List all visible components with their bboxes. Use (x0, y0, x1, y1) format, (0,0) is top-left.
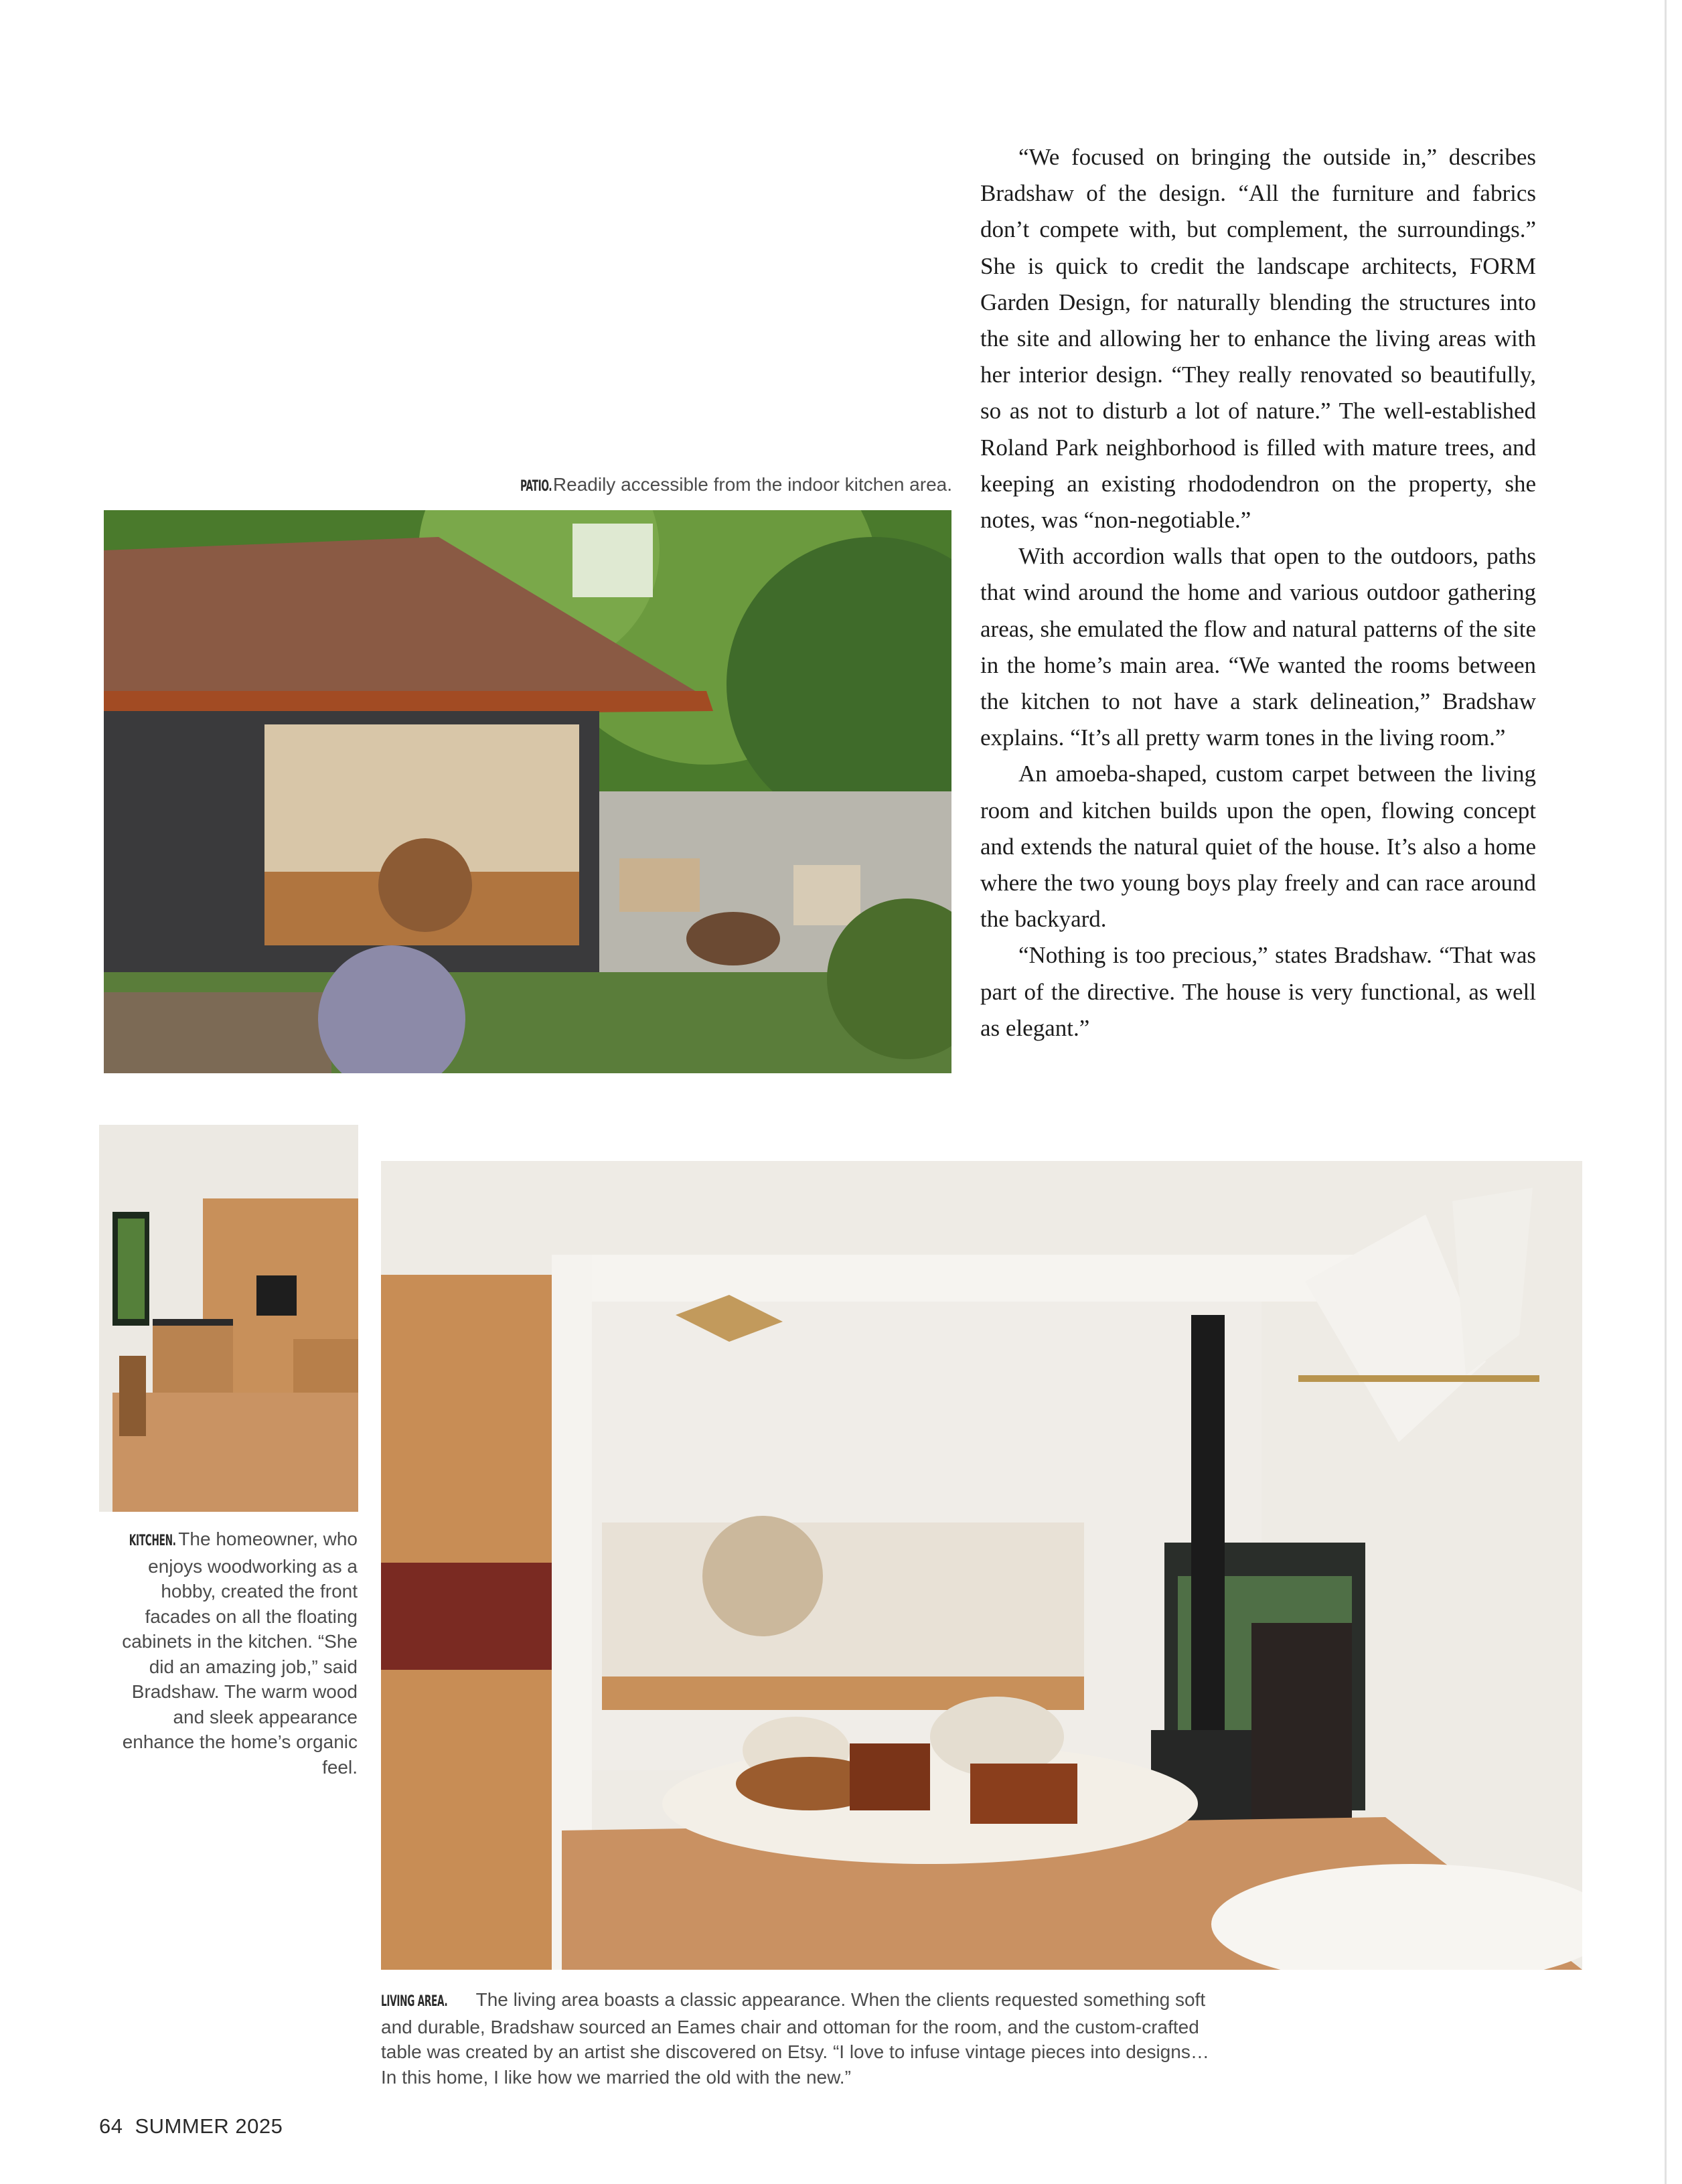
kitchen-photo (99, 1125, 358, 1512)
living-area-caption-label: LIVING AREA. (381, 1993, 448, 2010)
patio-caption-text: Readily accessible from the indoor kitchen area. (548, 474, 952, 495)
article-paragraph: An amoeba-shaped, custom carpet between the living room and kitchen builds upon the open, flowing concept and extends the natural quiet of the house. It’s also a home where the two young boys play freely and can race around the backyard. (980, 761, 1536, 933)
living-area-caption (381, 1987, 1218, 2090)
article-paragraph: “We focused on bringing the outside in,” describes Bradshaw of the design. “All the furniture and fabrics don’t compete with, but complement, the surroundings.” She is quick to credit the landscape architects, FORM Garden Design, for naturally blending the structures into the site and allowing her to enhance the living areas with her interior design. “They really renovated so beautifully, so as not to disturb a lot of nature.” The well-established Roland Park neighborhood is filled with mature trees, and keeping an existing rhododendron on the property, she notes, was “non-negotiable.” (980, 144, 1536, 534)
issue-label: SUMMER 2025 (135, 2114, 283, 2138)
page-footer (99, 2114, 283, 2138)
page-edge-rule (1665, 0, 1667, 2184)
article-body (980, 139, 1536, 1046)
patio-caption (402, 472, 952, 499)
article-paragraph: “Nothing is too precious,” states Bradshaw. “That was part of the directive. The house is very functional, as well as elegant.” (980, 942, 1536, 1041)
kitchen-caption (107, 1527, 358, 1780)
patio-caption-label: PATIO. (520, 478, 552, 495)
patio-photo (104, 510, 951, 1073)
living-area-caption-text: The living area boasts a classic appearance. When the clients requested something soft and durable, Bradshaw sourced an Eames chair and ottoman for the room, and the custom-crafted table was created by an artist she discovered on Etsy. “I love to infuse vintage pieces into designs… In this home, I like how we married the old with the new.” (381, 1989, 1209, 2088)
kitchen-caption-label: KITCHEN. (129, 1533, 177, 1549)
page-number: 64 (99, 2114, 123, 2138)
living-area-photo (381, 1161, 1582, 1970)
kitchen-caption-text: The homeowner, who enjoys woodworking as a hobby, created the front facades on all the floating cabinets in the kitchen. “She did an amazing job,” said Bradshaw. The warm wood and sleek appearance enhance the home’s organic feel. (122, 1529, 358, 1778)
article-paragraph: With accordion walls that open to the outdoors, paths that wind around the home and various outdoor gathering areas, she emulated the flow and natural patterns of the site in the home’s main area. “We wanted the rooms between the kitchen to not have a stark delineation,” Bradshaw explains. “It’s all pretty warm tones in the living room.” (980, 543, 1536, 751)
